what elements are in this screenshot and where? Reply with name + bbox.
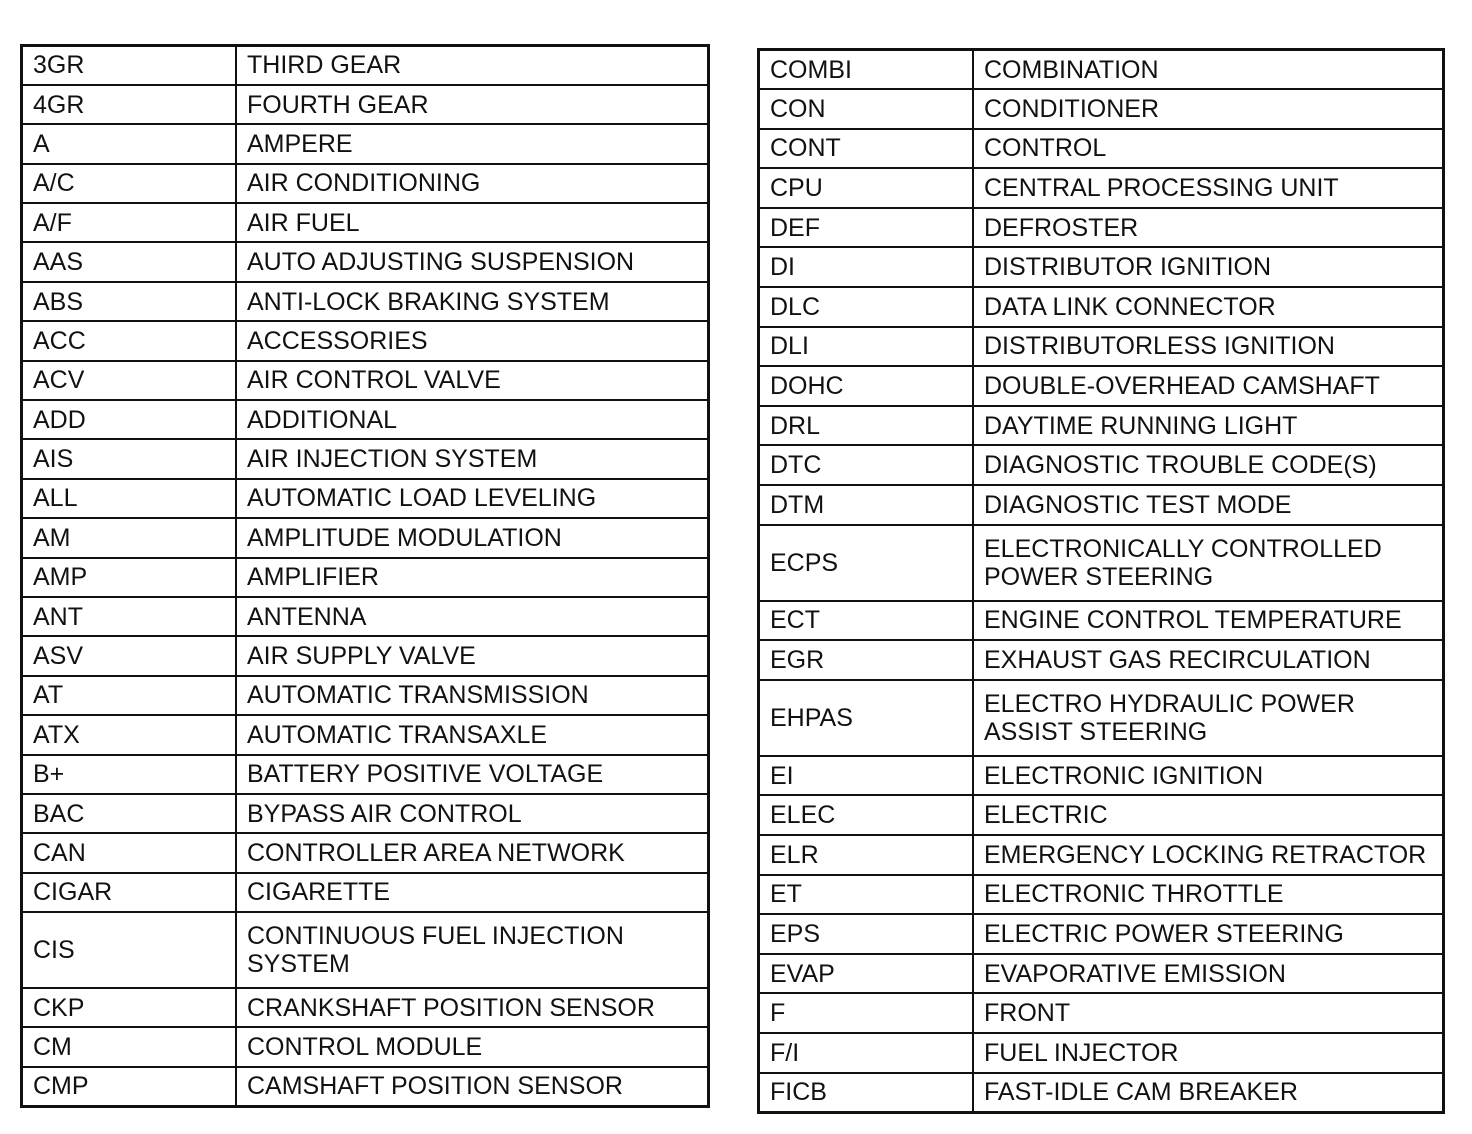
abbreviation-cell: ABS xyxy=(22,282,237,321)
table-row xyxy=(759,756,1444,796)
abbreviation-cell: EHPAS xyxy=(759,680,974,756)
table-row xyxy=(22,46,709,85)
abbreviation-cell: DRL xyxy=(759,406,974,446)
abbreviation-cell: ADD xyxy=(22,400,237,439)
meaning-cell: AUTO ADJUSTING SUSPENSION xyxy=(236,242,709,281)
table-row xyxy=(759,366,1444,406)
table-row xyxy=(22,400,709,439)
abbreviation-cell: CIS xyxy=(22,912,237,988)
meaning-cell: ELECTRONIC IGNITION xyxy=(973,756,1444,796)
abbreviation-cell: EPS xyxy=(759,914,974,954)
table-row xyxy=(22,282,709,321)
table-row xyxy=(22,636,709,675)
meaning-cell: COMBINATION xyxy=(973,50,1444,90)
meaning-cell: FAST-IDLE CAM BREAKER xyxy=(973,1073,1444,1113)
table-row xyxy=(759,485,1444,525)
abbreviation-cell: EVAP xyxy=(759,954,974,994)
abbreviation-cell: COMBI xyxy=(759,50,974,90)
abbreviation-cell: DOHC xyxy=(759,366,974,406)
table-row xyxy=(759,406,1444,446)
abbreviation-cell: DEF xyxy=(759,208,974,248)
table-row xyxy=(759,89,1444,129)
meaning-cell: AMPLITUDE MODULATION xyxy=(236,518,709,557)
meaning-cell: FOURTH GEAR xyxy=(236,85,709,124)
abbreviation-cell: CKP xyxy=(22,988,237,1027)
table-row xyxy=(759,327,1444,367)
abbreviation-cell: AM xyxy=(22,518,237,557)
table-row xyxy=(22,203,709,242)
meaning-cell: ENGINE CONTROL TEMPERATURE xyxy=(973,601,1444,641)
meaning-cell: CIGARETTE xyxy=(236,873,709,912)
table-row xyxy=(759,954,1444,994)
abbreviation-cell: CMP xyxy=(22,1067,237,1106)
table-row xyxy=(22,164,709,203)
table-row xyxy=(759,247,1444,287)
meaning-cell: AUTOMATIC LOAD LEVELING xyxy=(236,479,709,518)
abbreviation-table-right xyxy=(757,48,1445,1114)
meaning-cell: DIAGNOSTIC TEST MODE xyxy=(973,485,1444,525)
table-row xyxy=(759,640,1444,680)
abbreviation-cell: ELEC xyxy=(759,795,974,835)
abbreviation-cell: ET xyxy=(759,875,974,915)
table-row xyxy=(759,129,1444,169)
abbreviation-cell: FICB xyxy=(759,1073,974,1113)
table-row xyxy=(22,242,709,281)
table-row xyxy=(759,914,1444,954)
table-row xyxy=(22,1027,709,1066)
table-row xyxy=(759,993,1444,1033)
table-row xyxy=(759,601,1444,641)
meaning-cell: DATA LINK CONNECTOR xyxy=(973,287,1444,327)
table-row xyxy=(759,445,1444,485)
table-row xyxy=(759,835,1444,875)
abbreviation-table-left-body xyxy=(22,46,709,1107)
meaning-cell: AMPERE xyxy=(236,124,709,163)
meaning-cell: DOUBLE-OVERHEAD CAMSHAFT xyxy=(973,366,1444,406)
abbreviation-cell: F/I xyxy=(759,1033,974,1073)
abbreviation-cell: AT xyxy=(22,676,237,715)
table-row xyxy=(22,755,709,794)
abbreviation-cell: A/F xyxy=(22,203,237,242)
table-row xyxy=(759,795,1444,835)
abbreviation-cell: A/C xyxy=(22,164,237,203)
meaning-cell: ELECTRO HYDRAULIC POWER ASSIST STEERING xyxy=(973,680,1444,756)
abbreviation-cell: CONT xyxy=(759,129,974,169)
table-row xyxy=(22,988,709,1027)
meaning-cell: AUTOMATIC TRANSAXLE xyxy=(236,715,709,754)
abbreviation-cell: B+ xyxy=(22,755,237,794)
abbreviation-cell: ATX xyxy=(22,715,237,754)
table-row xyxy=(759,208,1444,248)
meaning-cell: CONTROL MODULE xyxy=(236,1027,709,1066)
table-row xyxy=(22,321,709,360)
abbreviation-cell: DTM xyxy=(759,485,974,525)
table-row xyxy=(759,1033,1444,1073)
meaning-cell: ELECTRIC POWER STEERING xyxy=(973,914,1444,954)
abbreviation-cell: A xyxy=(22,124,237,163)
table-row xyxy=(759,1073,1444,1113)
meaning-cell: EVAPORATIVE EMISSION xyxy=(973,954,1444,994)
meaning-cell: EXHAUST GAS RECIRCULATION xyxy=(973,640,1444,680)
abbreviation-cell: CAN xyxy=(22,833,237,872)
abbreviation-cell: DI xyxy=(759,247,974,287)
abbreviation-cell: ECT xyxy=(759,601,974,641)
abbreviation-cell: AAS xyxy=(22,242,237,281)
meaning-cell: AIR CONDITIONING xyxy=(236,164,709,203)
table-row xyxy=(22,715,709,754)
meaning-cell: AUTOMATIC TRANSMISSION xyxy=(236,676,709,715)
table-row xyxy=(22,85,709,124)
meaning-cell: AIR INJECTION SYSTEM xyxy=(236,439,709,478)
table-row xyxy=(759,525,1444,601)
abbreviation-cell: DLC xyxy=(759,287,974,327)
table-row xyxy=(22,518,709,557)
meaning-cell: ANTENNA xyxy=(236,597,709,636)
abbreviation-cell: BAC xyxy=(22,794,237,833)
meaning-cell: FUEL INJECTOR xyxy=(973,1033,1444,1073)
table-row xyxy=(22,833,709,872)
meaning-cell: ADDITIONAL xyxy=(236,400,709,439)
abbreviation-cell: ELR xyxy=(759,835,974,875)
abbreviation-table-right-body xyxy=(759,50,1444,1113)
table-row xyxy=(759,287,1444,327)
abbreviation-cell: ACV xyxy=(22,361,237,400)
abbreviation-cell: EGR xyxy=(759,640,974,680)
abbreviation-cell: DTC xyxy=(759,445,974,485)
abbreviation-cell: CIGAR xyxy=(22,873,237,912)
table-row xyxy=(22,873,709,912)
meaning-cell: BYPASS AIR CONTROL xyxy=(236,794,709,833)
abbreviation-cell: ECPS xyxy=(759,525,974,601)
meaning-cell: ACCESSORIES xyxy=(236,321,709,360)
abbreviation-cell: AMP xyxy=(22,558,237,597)
meaning-cell: DEFROSTER xyxy=(973,208,1444,248)
table-row xyxy=(22,1067,709,1106)
abbreviation-cell: ASV xyxy=(22,636,237,675)
table-row xyxy=(22,439,709,478)
abbreviation-table-left xyxy=(20,44,710,1108)
meaning-cell: CENTRAL PROCESSING UNIT xyxy=(973,168,1444,208)
abbreviation-cell: CON xyxy=(759,89,974,129)
table-row xyxy=(22,124,709,163)
table-row xyxy=(22,597,709,636)
meaning-cell: DIAGNOSTIC TROUBLE CODE(S) xyxy=(973,445,1444,485)
table-row xyxy=(22,794,709,833)
meaning-cell: BATTERY POSITIVE VOLTAGE xyxy=(236,755,709,794)
meaning-cell: EMERGENCY LOCKING RETRACTOR xyxy=(973,835,1444,875)
table-row xyxy=(759,875,1444,915)
table-row xyxy=(22,558,709,597)
meaning-cell: ANTI-LOCK BRAKING SYSTEM xyxy=(236,282,709,321)
meaning-cell: DISTRIBUTOR IGNITION xyxy=(973,247,1444,287)
meaning-cell: CONTROLLER AREA NETWORK xyxy=(236,833,709,872)
meaning-cell: FRONT xyxy=(973,993,1444,1033)
table-row xyxy=(22,361,709,400)
meaning-cell: DAYTIME RUNNING LIGHT xyxy=(973,406,1444,446)
meaning-cell: THIRD GEAR xyxy=(236,46,709,85)
abbreviation-cell: CPU xyxy=(759,168,974,208)
meaning-cell: DISTRIBUTORLESS IGNITION xyxy=(973,327,1444,367)
table-row xyxy=(22,912,709,988)
meaning-cell: CONDITIONER xyxy=(973,89,1444,129)
table-row xyxy=(759,168,1444,208)
abbreviation-cell: EI xyxy=(759,756,974,796)
table-row xyxy=(22,479,709,518)
table-row xyxy=(22,676,709,715)
meaning-cell: ELECTRONIC THROTTLE xyxy=(973,875,1444,915)
table-row xyxy=(759,680,1444,756)
abbreviation-cell: ALL xyxy=(22,479,237,518)
abbreviation-cell: 3GR xyxy=(22,46,237,85)
abbreviation-cell: 4GR xyxy=(22,85,237,124)
abbreviation-cell: AIS xyxy=(22,439,237,478)
meaning-cell: CONTROL xyxy=(973,129,1444,169)
meaning-cell: AIR CONTROL VALVE xyxy=(236,361,709,400)
meaning-cell: CAMSHAFT POSITION SENSOR xyxy=(236,1067,709,1106)
meaning-cell: AMPLIFIER xyxy=(236,558,709,597)
meaning-cell: ELECTRONICALLY CONTROLLED POWER STEERING xyxy=(973,525,1444,601)
abbreviation-cell: CM xyxy=(22,1027,237,1066)
abbreviation-cell: ACC xyxy=(22,321,237,360)
abbreviation-cell: DLI xyxy=(759,327,974,367)
abbreviation-cell: ANT xyxy=(22,597,237,636)
table-row xyxy=(759,50,1444,90)
abbreviation-cell: F xyxy=(759,993,974,1033)
meaning-cell: AIR FUEL xyxy=(236,203,709,242)
meaning-cell: CONTINUOUS FUEL INJECTION SYSTEM xyxy=(236,912,709,988)
meaning-cell: AIR SUPPLY VALVE xyxy=(236,636,709,675)
meaning-cell: CRANKSHAFT POSITION SENSOR xyxy=(236,988,709,1027)
meaning-cell: ELECTRIC xyxy=(973,795,1444,835)
